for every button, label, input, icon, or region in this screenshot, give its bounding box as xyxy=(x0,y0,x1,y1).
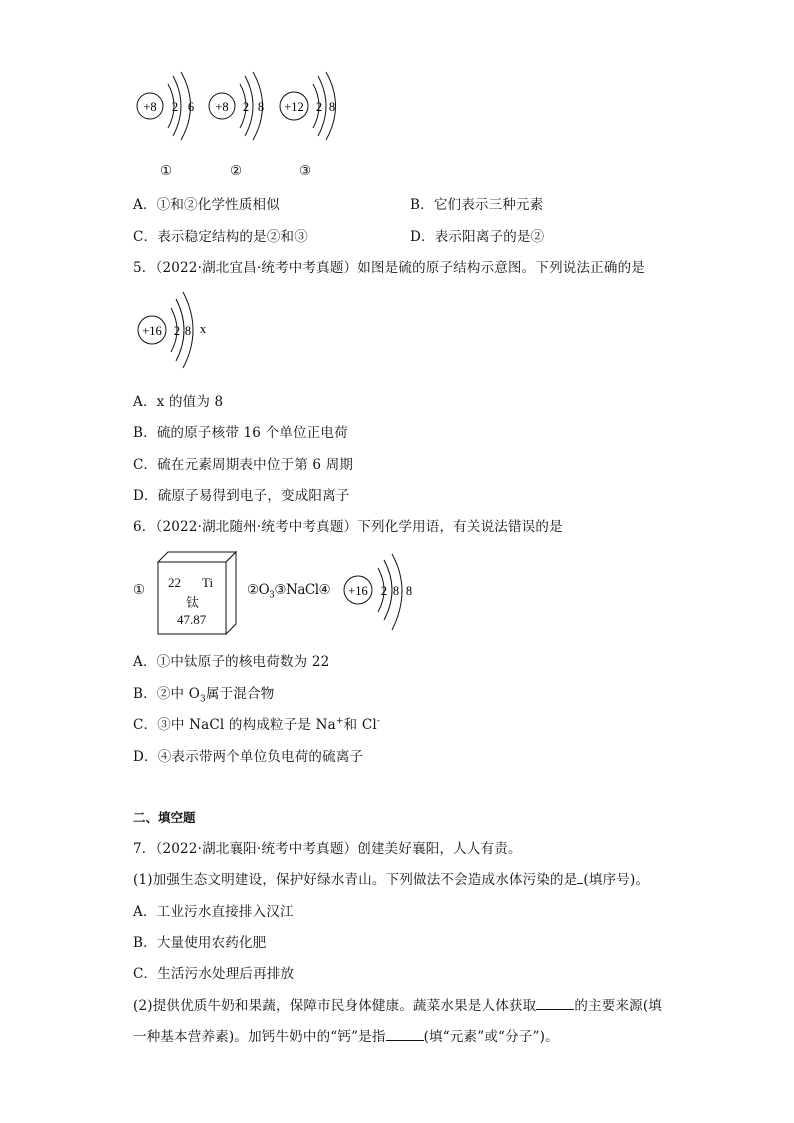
shell-count: 2 xyxy=(242,100,250,114)
element-symbol: Ti xyxy=(202,575,214,590)
option-b-text-end: 属于混合物 xyxy=(205,686,275,702)
q7-part1 xyxy=(133,868,649,888)
element-mass: 47.87 xyxy=(177,612,207,627)
sulfide-ion-diagram xyxy=(338,552,428,636)
q5-option-b: B．硫的原子核带 16 个单位正电荷 xyxy=(133,425,348,441)
option-c-sup-plus: + xyxy=(335,716,344,727)
q7-part1-text: (1)加强生态文明建设，保护好绿水青山。下列做法不会造成水体污染的是 xyxy=(133,872,578,888)
option-c-sup-minus: - xyxy=(376,716,381,727)
q7-part2-text-d: (填“元素”或“分子”)。 xyxy=(423,1029,559,1045)
q7-part2-text: (2)提供优质牛奶和果蔬，保障市民身体健康。蔬菜水果是人体获取 xyxy=(133,998,537,1014)
atom-diagram-3 xyxy=(280,72,336,140)
q4-option-c: C．表示稳定结构的是②和③ xyxy=(133,229,308,245)
item2-subscript: 3 xyxy=(269,590,275,601)
q4-option-a: A．①和②化学性质相似 xyxy=(133,197,280,213)
diagram-mark-2: ② xyxy=(230,163,243,179)
q7-part2-text-c: 一种基本营养素)。加钙牛奶中的“钙”是指 xyxy=(133,1029,386,1045)
q7-option-a: A．工业污水直接排入汉江 xyxy=(133,904,294,920)
q7-part2-line1 xyxy=(133,994,662,1014)
q6-option-b xyxy=(133,682,274,705)
q6-stem: 6．（2022·湖北随州·统考中考真题）下列化学用语，有关说法错误的是 xyxy=(133,519,563,535)
q4-option-b: B．它们表示三种元素 xyxy=(410,197,544,213)
q6-option-a: A．①中钛原子的核电荷数为 22 xyxy=(133,654,330,670)
nucleus-label: +16 xyxy=(348,584,368,598)
shell-count: 2 xyxy=(315,100,323,114)
element-number: 22 xyxy=(168,575,181,590)
shell-count: 2 xyxy=(173,324,181,338)
q6-option-d: D．④表示带两个单位负电荷的硫离子 xyxy=(133,749,364,765)
shell-count: 8 xyxy=(184,324,192,338)
q4-atom-diagrams xyxy=(128,68,368,148)
q7-option-c: C．生活污水处理后再排放 xyxy=(133,966,295,982)
item3-formula: ③NaCl xyxy=(274,582,319,598)
nucleus-label: +8 xyxy=(143,100,157,114)
q5-stem: 5．（2022·湖北宜昌·统考中考真题）如图是硫的原子结构示意图。下列说法正确的是 xyxy=(133,260,645,276)
q6-option-c xyxy=(133,713,380,733)
section-title: 二、填空题 xyxy=(133,810,196,825)
q5-option-a: A．x 的值为 8 xyxy=(133,394,224,410)
nucleus-label: +16 xyxy=(142,324,162,338)
option-b-text: B．②中 O xyxy=(133,686,200,702)
nucleus-label: +12 xyxy=(284,100,304,114)
shell-count: 8 xyxy=(328,100,336,114)
shell-count: 2 xyxy=(171,100,179,114)
q7-option-b: B．大量使用农药化肥 xyxy=(133,935,267,951)
shell-count: 8 xyxy=(405,584,413,598)
nucleus-label: +8 xyxy=(215,100,229,114)
item2-formula: ②O xyxy=(247,582,270,598)
option-c-text: C．③中 NaCl 的构成粒子是 Na xyxy=(133,717,336,733)
shell-count: 2 xyxy=(380,584,388,598)
sulfur-atom-diagram xyxy=(134,284,224,374)
q5-option-c: C．硫在元素周期表中位于第 6 周期 xyxy=(133,457,354,473)
atom-diagram-1 xyxy=(137,72,194,140)
q7-part1-text-end: (填序号)。 xyxy=(583,872,650,888)
item4-mark: ④ xyxy=(318,582,331,598)
diagram-mark-3: ③ xyxy=(299,163,312,179)
option-b-subscript: 3 xyxy=(199,694,206,705)
element-name: 钛 xyxy=(186,595,200,610)
q6-item1-mark: ① xyxy=(133,582,146,598)
shell-count: 6 xyxy=(187,100,195,114)
q4-option-d: D．表示阳离子的是② xyxy=(410,229,545,245)
shell-count: 8 xyxy=(392,584,400,598)
q7-part2-line2 xyxy=(133,1025,559,1045)
answer-blank-calcium[interactable] xyxy=(386,1028,424,1041)
q7-stem: 7．（2022·湖北襄阳·统考中考真题）创建美好襄阳，人人有责。 xyxy=(133,841,522,857)
q6-item2 xyxy=(247,582,330,601)
answer-blank-nutrient[interactable] xyxy=(536,997,574,1010)
atom-diagram-2 xyxy=(209,72,264,140)
q5-option-d: D．硫原子易得到电子，变成阳离子 xyxy=(133,488,350,504)
shell-count: x xyxy=(199,322,207,336)
option-c-text-mid: 和 Cl xyxy=(343,717,377,733)
diagram-mark-1: ① xyxy=(160,163,173,179)
shell-count: 8 xyxy=(257,100,265,114)
q7-part2-text-b: 的主要来源(填 xyxy=(574,998,662,1014)
